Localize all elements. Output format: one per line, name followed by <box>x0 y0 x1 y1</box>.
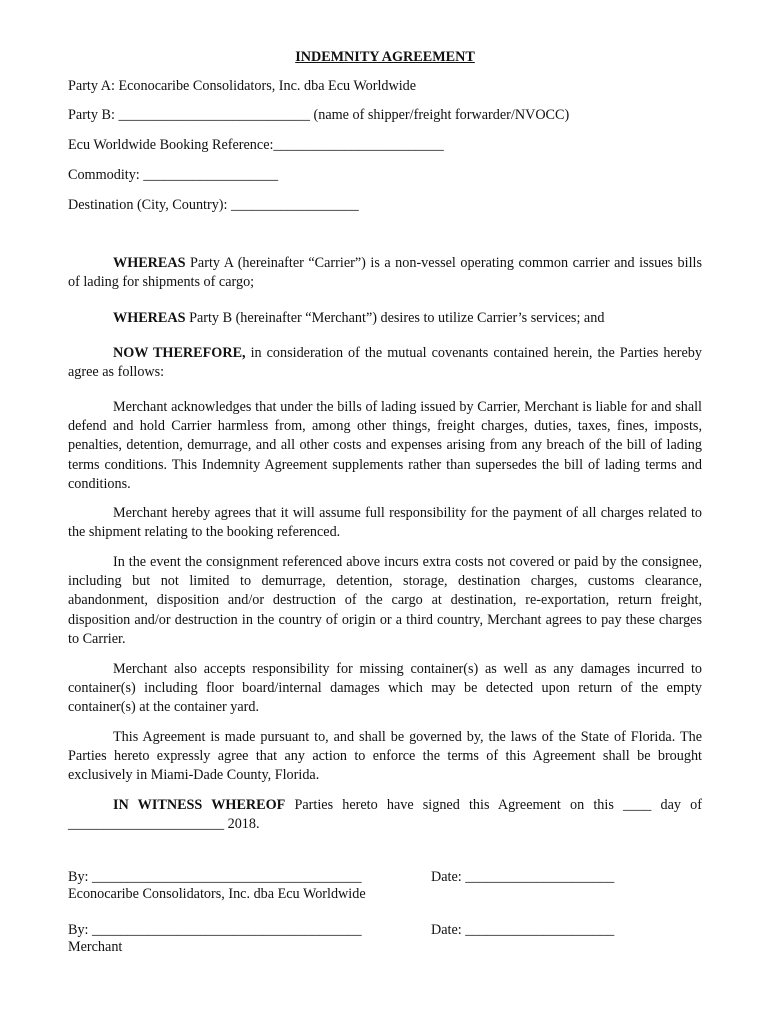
signature-entity-carrier: Econocaribe Consolidators, Inc. dba Ecu Worldwide <box>68 886 366 902</box>
whereas-1-lead: WHEREAS <box>113 255 186 271</box>
witness-clause <box>68 796 702 834</box>
witness-text: Parties hereto have signed this Agreement on this ____ day of ______________________ 2018. <box>68 797 702 833</box>
whereas-2-text: Party B (hereinafter “Merchant”) desires to utilize Carrier’s services; and <box>185 310 605 326</box>
party-b-line: Party B: ___________________________ (name of shipper/freight forwarder/NVOCC) <box>68 107 570 123</box>
date-line-merchant[interactable]: Date: _____________________ <box>431 922 615 938</box>
signature-line-merchant[interactable]: By: ______________________________________ <box>68 922 362 938</box>
body-paragraph-liability: Merchant acknowledges that under the bills of lading issued by Carrier, Merchant is liable for and shall defend and hold Carrier harmless from, among other things, freight charges, duties, taxes, fines, imposts, penalties, detention, demurrage, and all other costs and expenses arising from any breach of the bill of lading terms conditions. This Indemnity Agreement supplements rather than supersedes the bill of lading terms and conditions. <box>68 399 702 492</box>
body-paragraph-containers: Merchant also accepts responsibility for missing container(s) as well as any damages incurred to container(s) including floor board/internal damages which may be detected upon return of the empty container(s) at the container yard. <box>68 661 702 716</box>
commodity-line: Commodity: ___________________ <box>68 167 279 183</box>
whereas-clause-1 <box>68 254 702 292</box>
body-paragraph-extra-costs: In the event the consignment referenced above incurs extra costs not covered or paid by the consignee, including but not limited to demurrage, detention, storage, destination charges, customs clearance, abandonment, disposition and/or destruction of the cargo at destination, re-exportation, return freight, disposition and/or destruction in the country of origin or a third country, Merchant agrees to pay these charges to Carrier. <box>68 554 702 647</box>
body-paragraph-governing-law: This Agreement is made pursuant to, and shall be governed by, the laws of the State of Florida. The Parties hereto expressly agree that any action to enforce the terms of this Agreement shall be brought exclusively in Miami-Dade County, Florida. <box>68 729 702 784</box>
signature-entity-merchant: Merchant <box>68 939 123 955</box>
body-paragraph-charges: Merchant hereby agrees that it will assume full responsibility for the payment of all charges related to the shipment relating to the booking referenced. <box>68 505 702 541</box>
now-therefore-lead: NOW THEREFORE, <box>113 345 246 361</box>
booking-reference-line: Ecu Worldwide Booking Reference:________________________ <box>68 137 444 153</box>
now-therefore-clause <box>68 344 702 382</box>
whereas-2-lead: WHEREAS <box>113 310 186 326</box>
destination-line: Destination (City, Country): __________________ <box>68 197 359 213</box>
witness-lead: IN WITNESS WHEREOF <box>113 797 286 813</box>
now-therefore-text: in consideration of the mutual covenants contained herein, the Parties hereby agree as follows: <box>68 345 702 381</box>
whereas-clause-2 <box>68 309 702 328</box>
party-a-line: Party A: Econocaribe Consolidators, Inc. dba Ecu Worldwide <box>68 78 417 94</box>
signature-line-carrier[interactable]: By: ______________________________________ <box>68 869 362 885</box>
date-line-carrier[interactable]: Date: _____________________ <box>431 869 615 885</box>
document-title: INDEMNITY AGREEMENT <box>295 49 475 65</box>
whereas-1-text: Party A (hereinafter “Carrier”) is a non-vessel operating common carrier and issues bills of lading for shipments of cargo; <box>68 255 702 291</box>
